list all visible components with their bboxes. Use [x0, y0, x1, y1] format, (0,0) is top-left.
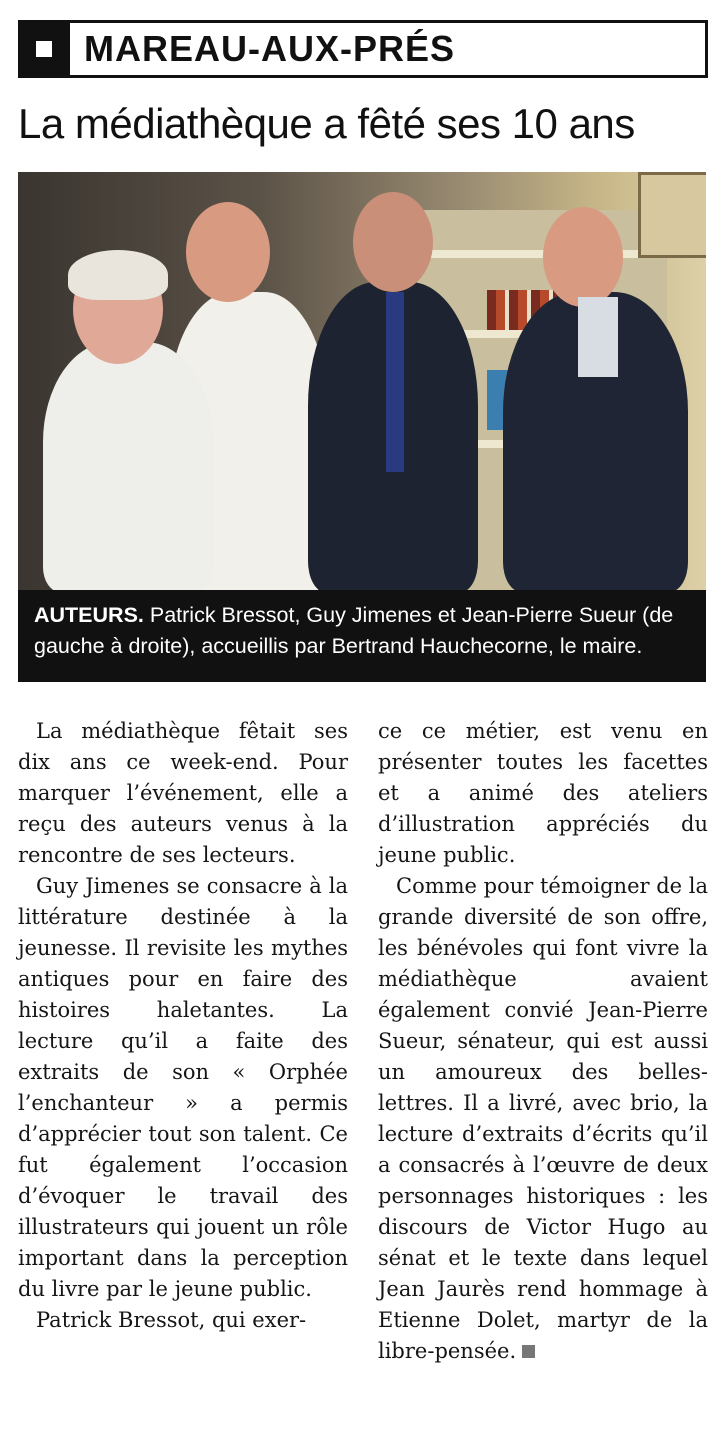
paragraph: Guy Jimenes se consacre à la littérature destinée à la jeunesse. Il revisite les mythes antiques pour en faire des histoires haletantes. La lecture qu’il a faite des extraits de son « Orphée l’enchanteur » a permis d’apprécier tout son talent. Ce fut également l’occasion d’évoquer le travail des illustrateurs qui jouent un rôle important dans la perception du livre par le jeune public.: [18, 874, 348, 1301]
end-of-article-icon: [522, 1345, 535, 1358]
paragraph-last: [378, 871, 708, 1367]
paragraph: La médiathèque fêtait ses dix ans ce week-end. Pour marquer l’événement, elle a reçu des auteurs venus à la rencontre de ses lecteurs.: [18, 719, 348, 867]
paragraph-text: Comme pour témoigner de la grande diversité de son offre, les bénévoles qui font vivre la médiathèque avaient également convié Jean-Pierre Sueur, sénateur, qui est aussi un amoureux des belles-lettres. Il a livré, avec brio, la lecture d’extraits d’écrits qu’il a consacrés à l’œuvre de deux personnages historiques : les discours de Victor Hugo au sénat et le texte dans lequel Jean Jaurès rend hommage à Etienne Dolet, martyr de la libre-pensée.: [378, 874, 708, 1363]
caption-text: Patrick Bressot, Guy Jimenes et Jean-Pierre Sueur (de gauche à droite), accueillis par Bertrand Hauchecorne, le maire.: [34, 603, 674, 658]
page-edge: [0, 0, 3, 1452]
photo-block: [18, 172, 706, 682]
article-headline: La médiathèque a fêté ses 10 ans: [18, 100, 635, 147]
article-column-left: [18, 716, 348, 1336]
article-column-right: [378, 716, 708, 1367]
paragraph: Patrick Bressot, qui exer-: [36, 1308, 307, 1332]
section-rubric: [18, 20, 708, 78]
photo-caption: [18, 600, 706, 662]
article-photo: [18, 172, 706, 590]
column-divider: [361, 716, 362, 1446]
person-patrick-bressot: [43, 342, 213, 590]
rubric-square-icon: [18, 20, 70, 78]
rubric-title: MAREAU-AUX-PRÉS: [84, 28, 456, 69]
caption-label: AUTEURS.: [34, 603, 144, 627]
wall-painting: [638, 172, 706, 258]
paragraph-continuation: ce ce métier, est venu en présenter toutes les facettes et a animé des ateliers d’illustration appréciés du jeune public.: [378, 719, 708, 867]
